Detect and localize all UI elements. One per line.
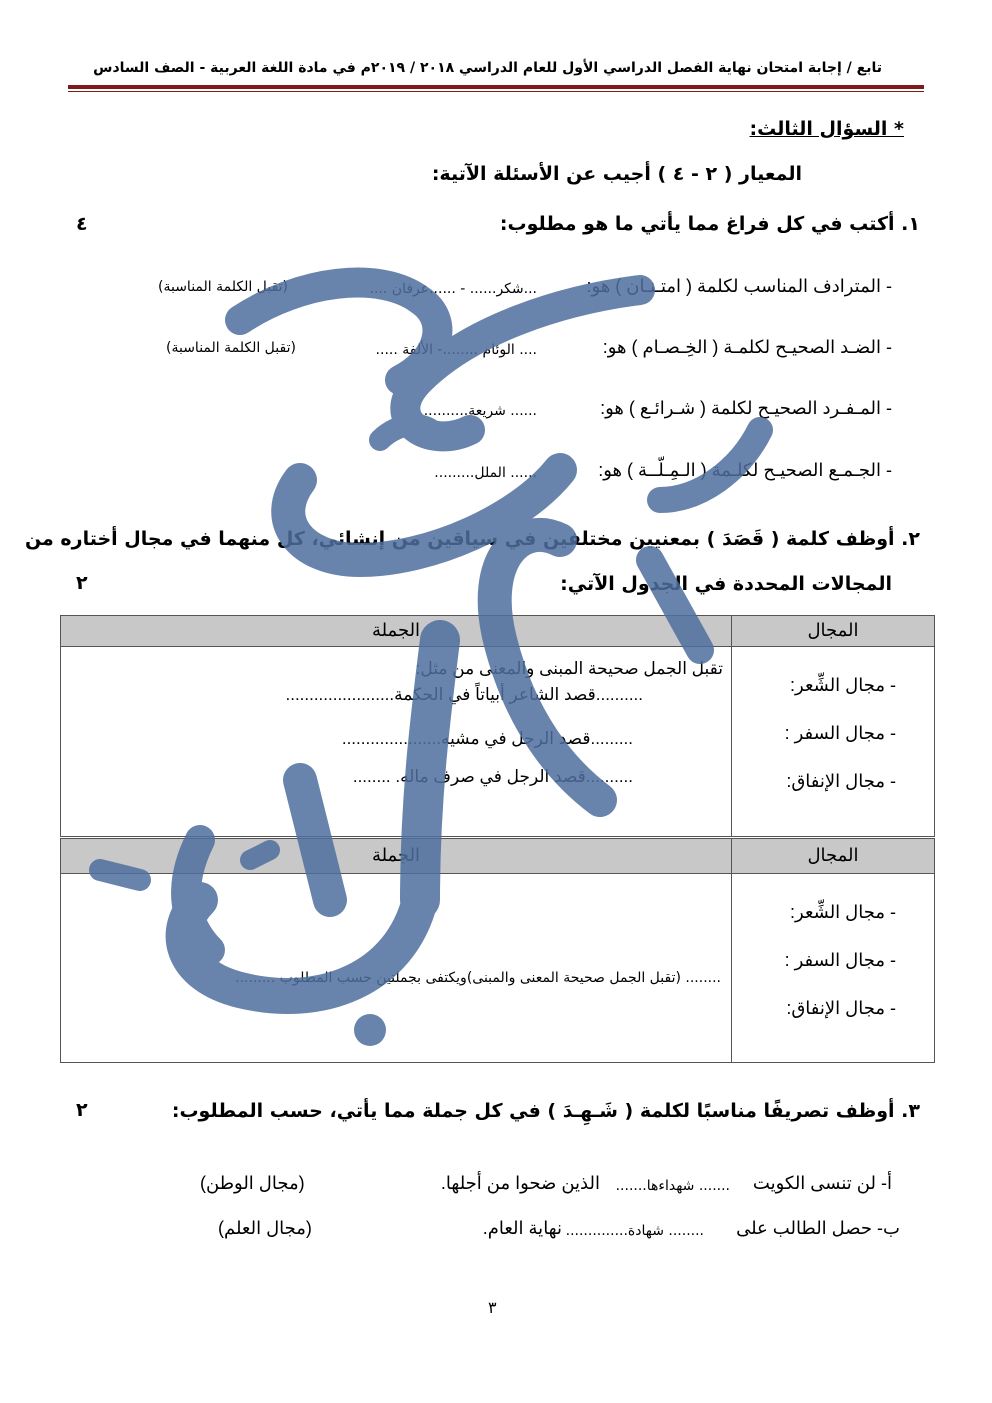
table1-field-cell	[732, 647, 934, 836]
q1-item-4-answer: ...... الملل.........	[434, 465, 537, 481]
q2-mark: ٢	[76, 572, 88, 594]
q1-item-4-text: - الجـمـع الصحيـح لكلـمة ( الـمِـلّــة ) هو:	[598, 460, 892, 480]
header-rule-thick	[68, 85, 924, 89]
q2-table-1	[60, 615, 935, 837]
table2-header-field: المجال	[732, 839, 935, 874]
page-header: تابع / إجابة امتحان نهاية الفصل الدراسي الأول للعام الدراسي ٢٠١٨ / ٢٠١٩م في مادة اللغة العربية - الصف السادس	[93, 60, 882, 76]
table2-note: ........ (تقبل الجمل صحيحة المعنى والمبنى)ويكتفى بجملتين حسب المطلوب .........	[235, 970, 721, 986]
table1-sentence-cell	[61, 647, 731, 836]
q1-item-3-answer: ...... شريعة..........	[423, 403, 537, 419]
table2-field-cell	[732, 874, 934, 1062]
q1-mark: ٤	[76, 213, 88, 235]
page-number: ٣	[488, 1298, 497, 1317]
table2-header-sentence: الجملة	[61, 839, 732, 874]
q3-item-2-before: ب- حصل الطالب على	[736, 1218, 900, 1238]
q3-item-2-after: نهاية العام.	[482, 1218, 562, 1238]
q1-item-2-text: - الضـد الصحيـح لكلمـة ( الخِـصـام ) هو:	[602, 337, 892, 357]
q1-item-2-note: (تقبل الكلمة المناسبة)	[166, 340, 296, 356]
q3-item-2-answer: ........ شهادة..............	[565, 1223, 704, 1239]
table1-intro: تقبل الجمل صحيحة المبنى والمعنى من مثل:	[415, 659, 723, 678]
table1-field-travel: - مجال السفر :	[784, 723, 896, 743]
q1-item-2-answer: .... الوئام ........- الألفة .....	[375, 342, 537, 358]
section-title: * السؤال الثالث:	[749, 118, 904, 140]
table2-field-spending: - مجال الإنفاق:	[786, 998, 896, 1018]
q3-item-1-before: أ- لن تنسى الكويت	[752, 1173, 892, 1193]
table2-field-travel: - مجال السفر :	[784, 950, 896, 970]
q3-item-1-field: (مجال الوطن)	[200, 1173, 305, 1193]
table1-field-spending: - مجال الإنفاق:	[786, 771, 896, 791]
q2-title-line1: ٢. أوظف كلمة ( قَصَدَ ) بمعنيين مختلفين في سياقين من إنشائي، كل منهما في مجال أختاره من	[24, 528, 920, 550]
table2-field-poetry: - مجال الشِّعر:	[790, 902, 896, 922]
table2-sentence-cell	[61, 874, 731, 1062]
table1-header-sentence: الجملة	[61, 616, 732, 647]
table1-header-field: المجال	[732, 616, 935, 647]
header-rule-thin	[68, 91, 924, 92]
q3-mark: ٢	[76, 1099, 88, 1121]
criterion-line: المعيار ( ٢ - ٤ ) أجيب عن الأسئلة الآتية:	[431, 163, 802, 185]
q3-item-1-after: الذين ضحوا من أجلها.	[440, 1173, 600, 1193]
table1-answer-3: ..........قصد الرجل في صرف ماله. ........	[352, 767, 633, 786]
q1-title: ١. أكتب في كل فراغ مما يأتي ما هو مطلوب:	[499, 213, 920, 235]
q3-title: ٣. أوظف تصريفًا مناسبًا لكلمة ( شَـهِـدَ ) في كل جملة مما يأتي، حسب المطلوب:	[171, 1100, 920, 1122]
table1-answer-2: .........قصد الرجل في مشيه.....................	[341, 729, 633, 748]
q1-item-3-text: - المـفـرد الصحيـح لكلمة ( شـرائـع ) هو:	[600, 398, 892, 418]
q3-item-2-field: (مجال العلم)	[218, 1218, 312, 1238]
q1-item-1-answer: ...شكر...... - ......عرفان ....	[369, 281, 537, 297]
table1-field-poetry: - مجال الشِّعر:	[790, 675, 896, 695]
table1-answer-1: ..........قصد الشاعر أبياتاً في الحكمة.......................	[285, 685, 643, 704]
q1-item-1-note: (تقبل الكلمة المناسبة)	[158, 279, 288, 295]
q1-item-1-text: - المترادف المناسب لكلمة ( امتـنـان ) هو:	[586, 276, 892, 296]
q2-title-line2: المجالات المحددة في الجدول الآتي:	[560, 573, 892, 595]
q2-table-2	[60, 838, 935, 1063]
q3-item-1-answer: ....... شهداءها.......	[615, 1178, 730, 1194]
